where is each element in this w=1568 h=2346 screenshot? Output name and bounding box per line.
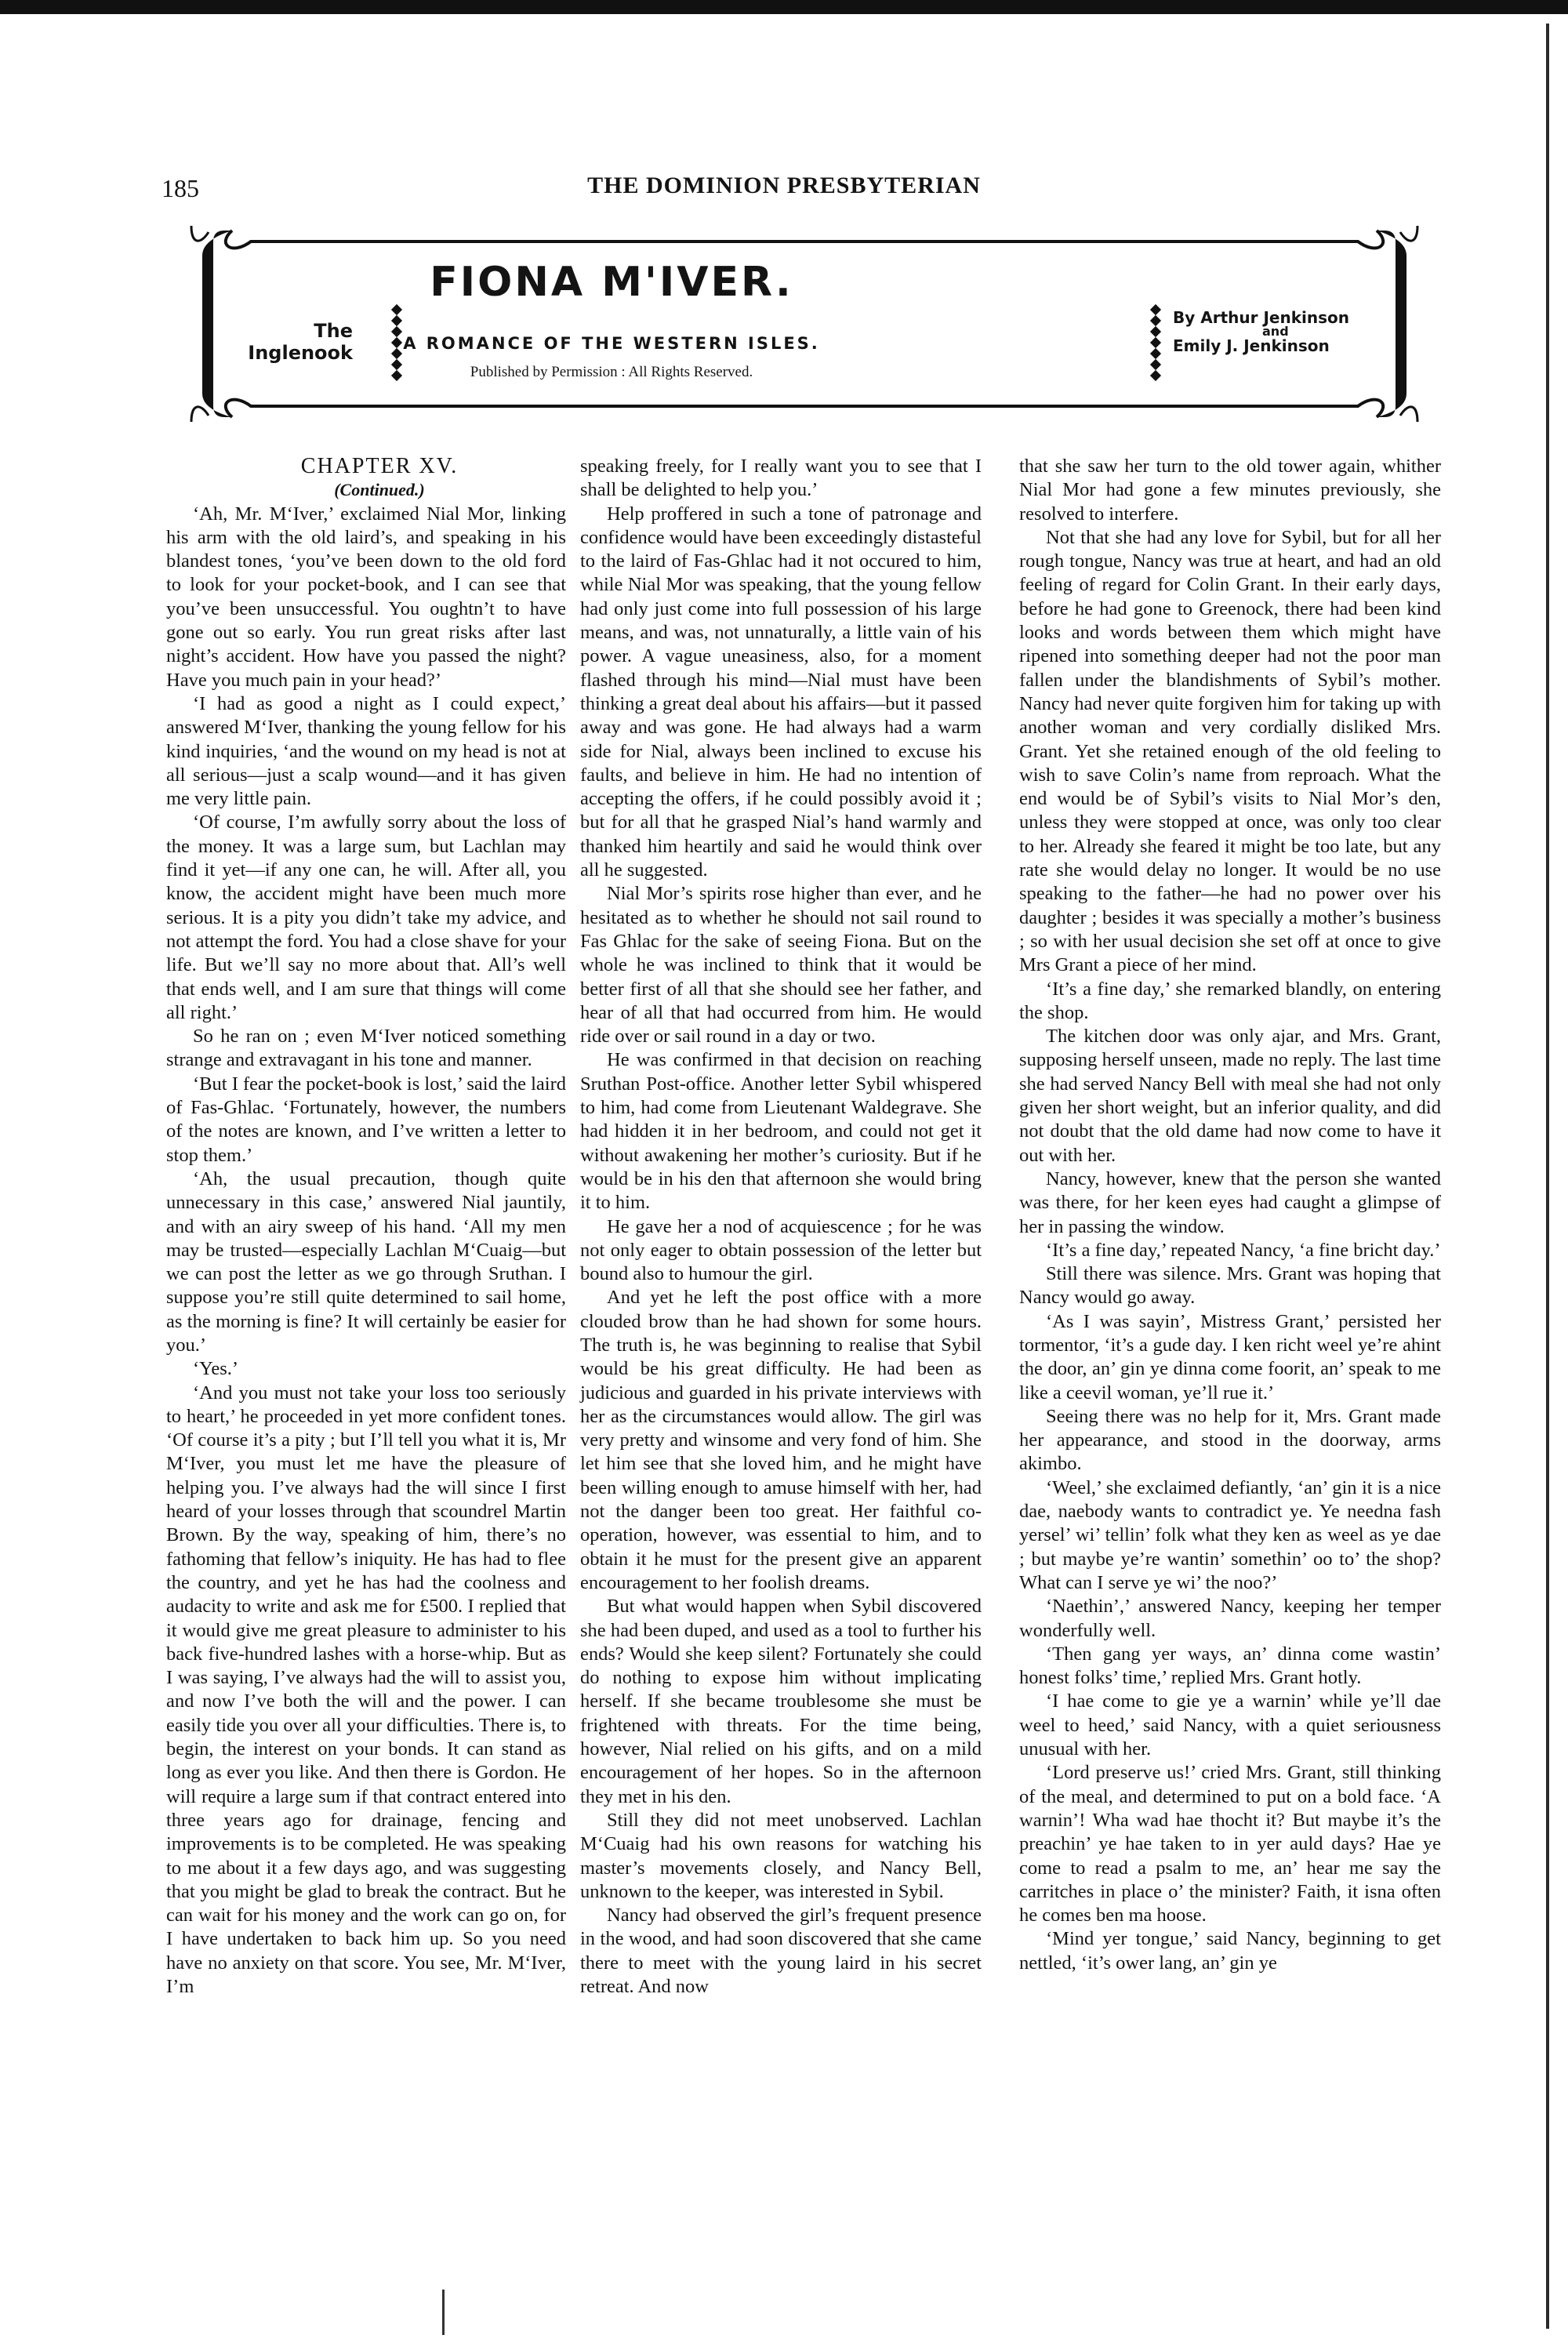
paragraph: ‘Yes.’ (193, 1358, 239, 1380)
text-column-1 (166, 455, 566, 1999)
paragraph: ‘Of course, I’m awfully sorry about the loss of the money. It was a large sum, but Lachlan may find it yet—if any one can, he will. After all, you know, the accident might have been much more serious. It is a pity you didn’t take my advice, and not attempt the ford. You had a close shave for your life. But we’ll say no more about that. All’s well that ends well, and I am sure that things will come all right.’ (166, 812, 566, 1023)
paragraph: And yet he left the post office with a more clouded brow than he had shown for some hours. The truth is, he was beginning to realise that Sybil would be his great difficulty. He had been as judicious and guarded in his private interviews with her as the circumstances would allow. The girl was very pretty and winsome and very fond of him. She let him see that she loved him, and he might have been willing enough to amuse himself with her, had not the danger been too great. Her faithful co-operation, however, was essential to him, and to obtain it he must for the present give an apparent encouragement to her foolish dreams. (580, 1287, 982, 1593)
paragraph: Nancy, however, knew that the person she wanted was there, for her keen eyes had caught a glimpse of her in passing the window. (1019, 1168, 1441, 1237)
paragraph: ‘Lord preserve us!’ cried Mrs. Grant, still thinking of the meal, and determined to put on a bold face. ‘A warnin’! Wha wad hae thocht it? But maybe it’s the preachin’ ye hae taken to in yer auld days? Hae ye come to read a psalm to me, an’ hear me say the carritches in place o’ the minister? Faith, it isna often he comes ben ma hoose. (1019, 1762, 1441, 1927)
paragraph: Still they did not meet unobserved. Lachlan M‘Cuaig had his own reasons for watching his master’s movements closely, and Nancy Bell, unknown to the keeper, was interested in Sybil. (580, 1809, 982, 1902)
story-subtitle: A ROMANCE OF THE WESTERN ISLES. (403, 334, 820, 353)
paragraph: ‘But I fear the pocket-book is lost,’ said the laird of Fas-Ghlac. ‘Fortunately, however, the numbers of the notes are known, and I’ve written a letter to stop them.’ (166, 1073, 566, 1166)
paragraph: The kitchen door was only ajar, and Mrs. Grant, supposing herself unseen, made no reply. The last time she had served Nancy Bell with meal she had not only given her short weight, but an inferior quality, and did not doubt that the old dame had now come to have it out with her. (1019, 1026, 1441, 1166)
paragraph: So he ran on ; even M‘Iver noticed something strange and extravagant in his tone and manner. (166, 1026, 566, 1071)
margin-mark (442, 2290, 445, 2335)
department-word-1: The (314, 320, 353, 342)
author-line-1: By Arthur Jenkinson (1173, 308, 1349, 327)
paragraph: He was confirmed in that decision on reaching Sruthan Post-office. Another letter Sybil whispered to him, had come from Lieutenant Waldegrave. She had hidden it in her bedroom, and could not get it without awakening her mother’s curiosity. But if he would be in his den that afternoon she would bring it to him. (580, 1049, 982, 1214)
diamond-ornament-right (1149, 304, 1162, 383)
paragraph: ‘Ah, Mr. M‘Iver,’ exclaimed Nial Mor, linking his arm with the old laird’s, and speaking in his blandest tones, ‘you’ve been down to the old ford to look for your pocket-book, and I can see that you’ve been unsuccessful. You oughtn’t to have gone out so early. You run great risks after last night’s accident. How have you passed the night? Have you much pain in your head?’ (166, 503, 566, 691)
department-word-2: Inglenook (248, 342, 353, 364)
paragraph: Help proffered in such a tone of patronage and confidence would have been exceedingly distasteful to the laird of Fas-Ghlac had it not occured to him, while Nial Mor was speaking, that the young fellow had only just come into full possession of his large means, and was, not unnaturally, a little vain of his power. A vague uneasiness, also, for a moment flashed through his mind—Nial must have been thinking a great deal about his affairs—but it passed away and was gone. He had always had a warm side for Nial, always been inclined to excuse his faults, and believe in him. He had no intention of accepting the offers, if he could possibly avoid it ; but for all that he grasped Nial’s hand warmly and thanked him heartily and said he would think over all he suggested. (580, 503, 982, 881)
paragraph: ‘It’s a fine day,’ repeated Nancy, ‘a fine bricht day.’ (1046, 1239, 1441, 1261)
paragraph: ‘Ah, the usual precaution, though quite unnecessary in this case,’ answered Nial jauntily, and with an airy sweep of his hand. ‘All my men may be trusted—especially Lachlan M‘Cuaig—but we can post the letter as we go through Sruthan. I suppose you’re still quite determined to sail home, as the morning is fine? It will certainly be easier for you.’ (166, 1168, 566, 1356)
running-head: THE DOMINION PRESBYTERIAN (587, 172, 981, 198)
page-number: 185 (162, 174, 199, 202)
text-column-3 (1019, 455, 1441, 1975)
paragraph: speaking freely, for I really want you to see that I shall be delighted to help you.’ (580, 456, 982, 501)
story-title: FIONA M'IVER. (430, 259, 793, 306)
paragraph: ‘I had as good a night as I could expect,’ answered M‘Iver, thanking the young fellow for his kind inquiries, ‘and the wound on my head is not at all serious—just a scalp wound—and it has given me very little pain. (166, 692, 566, 810)
permission-notice: Published by Permission : All Rights Reserved. (470, 364, 753, 380)
paragraph: But what would happen when Sybil discovered she had been duped, and used as a tool to further his ends? Would she keep silent? Fortunately she could do nothing to expose him without implicating herself. If she became troublesome she must be frightened with threats. For the time being, however, Nial relied on his gifts, and on a mild encouragement of her hopes. So in the afternoon they met in his den. (580, 1596, 982, 1807)
paragraph: ‘Then gang yer ways, an’ dinna come wastin’ honest folks’ time,’ replied Mrs. Grant hotly. (1019, 1643, 1441, 1689)
paragraph: ‘As I was sayin’, Mistress Grant,’ persisted her tormentor, ‘it’s a gude day. I ken richt weel ye’re ahint the door, an’ gin ye dinna come foorit, an’ speak to me like a ceevil woman, ye’ll rue it.’ (1019, 1310, 1441, 1404)
paragraph: ‘Naethin’,’ answered Nancy, keeping her temper wonderfully well. (1019, 1596, 1441, 1641)
paragraph: ‘Mind yer tongue,’ said Nancy, beginning to get nettled, ‘it’s ower lang, an’ gin ye (1019, 1928, 1441, 1974)
text-column-2 (580, 455, 982, 1999)
paragraph: ‘It’s a fine day,’ she remarked blandly, on entering the shop. (1019, 978, 1441, 1023)
paragraph: He gave her a nod of acquiescence ; for he was not only eager to obtain possession of the letter but bound also to humour the girl. (580, 1215, 982, 1285)
author-credit (1173, 309, 1408, 354)
author-line-2: Emily J. Jenkinson (1173, 336, 1330, 355)
paragraph: ‘I hae come to gie ye a warnin’ while ye’ll dae weel to heed,’ said Nancy, with a quiet seriousness unusual with her. (1019, 1690, 1441, 1760)
paragraph: Nial Mor’s spirits rose higher than ever, and he hesitated as to whether he should not sail round to Fas Ghlac for the sake of seeing Fiona. But on the whole he was inclined to think that it would be better first of all that she should see her father, and hear of all that had occurred from him. He would ride over or sail round in a day or two. (580, 883, 982, 1048)
paragraph: Still there was silence. Mrs. Grant was hoping that Nancy would go away. (1019, 1263, 1441, 1309)
paragraph: Nancy had observed the girl’s frequent presence in the wood, and had soon discovered that she came there to meet with the young laird in his secret retreat. And now (580, 1905, 982, 1997)
author-line-and: and (1262, 324, 1289, 339)
continued-note: (Continued.) (334, 480, 425, 500)
paragraph: ‘And you must not take your loss too seriously to heart,’ he proceeded in yet more confident tones. ‘Of course it’s a pity ; but I’ll tell you what it is, Mr M‘Iver, you must let me have the pleasure of helping you. I’ve always had the will since I first heard of your losses through that scoundrel Martin Brown. By the way, speaking of him, there’s no fathoming that fellow’s iniquity. He has had to flee the country, and yet he has had the coolness and audacity to write and ask me for £500. I replied that it would give me great pleasure to administer to his back five-hundred lashes with a horse-whip. But as I was saying, I’ve always had the will to assist you, and now I’ve both the will and the power. I can easily tide you over all your difficulties. There is, to begin, the interest on your bonds. It can stand as long as ever you like. And then there is Gordon. He will require a large sum if that contract entered into three years ago for drainage, fencing and improvements is to be completed. He was speaking to me about it a few days ago, and was suggesting that you might be glad to break the contract. But he can wait for his money and the work can go on, for I have undertaken to back him up. So you need have no anxiety on that score. You see, Mr. M‘Iver, I’m (166, 1382, 566, 1997)
top-edge-bar (0, 0, 1568, 14)
paragraph: ‘Weel,’ she exclaimed defiantly, ‘an’ gin it is a nice dae, naebody wants to contradict ye. Ye needna fash yersel’ wi’ tellin’ folk what they ken as weel as ye dae ; but maybe ye’re wantin’ somethin’ oo to’ the shop? What can I serve ye wi’ the noo?’ (1019, 1476, 1441, 1593)
paragraph: Seeing there was no help for it, Mrs. Grant made her appearance, and stood in the doorway, arms akimbo. (1019, 1405, 1441, 1475)
chapter-heading: CHAPTER XV. (300, 454, 459, 478)
paragraph: that she saw her turn to the old tower again, whither Nial Mor had gone a few minutes previously, she resolved to interfere. (1019, 456, 1441, 525)
page-edge-rule (1546, 24, 1549, 2329)
paragraph: Not that she had any love for Sybil, but for all her rough tongue, Nancy was true at heart, and had an old feeling of regard for Colin Grant. In their early days, before he had gone to Greenock, there had been kind looks and words between them which might have ripened into something deeper had not the poor man fallen under the blandishments of Sybil’s mother. Nancy had never quite forgiven him for taking up with another woman and very cordially disliked Mrs. Grant. Yet she retained enough of the old feeling to wish to save Colin’s name from reproach. What the end would be of Sybil’s visits to Nial Mor’s den, unless they were stopped at once, was only too clear to her. Already she feared it might be too late, but any rate she would delay no longer. It would be no use speaking to the father—he had no power over his daughter ; besides it was specially a mother’s business ; so with her usual decision she set off at once to give Mrs Grant a piece of her mind. (1019, 526, 1441, 976)
